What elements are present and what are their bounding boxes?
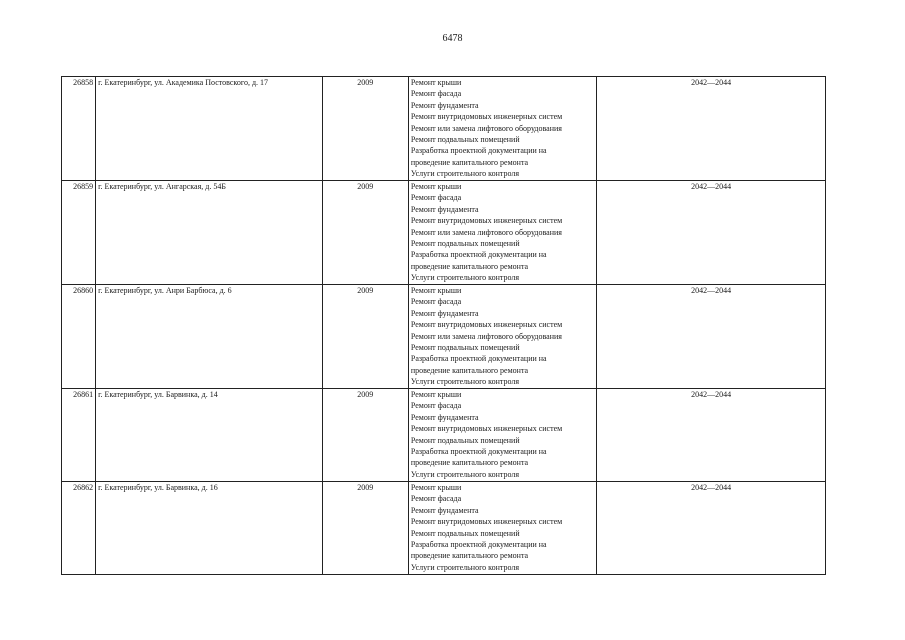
period-cell: 2042—2044 bbox=[597, 77, 826, 181]
work-item: Ремонт внутридомовых инженерных систем bbox=[410, 320, 563, 330]
work-item: Ремонт внутридомовых инженерных систем bbox=[410, 216, 563, 226]
year-cell: 2009 bbox=[322, 285, 408, 389]
period-cell: 2042—2044 bbox=[597, 482, 826, 575]
work-item: Услуги строительного контроля bbox=[410, 273, 520, 283]
work-item: Ремонт или замена лифтового оборудования bbox=[410, 331, 562, 341]
work-item: Ремонт фундамента bbox=[410, 308, 479, 318]
work-item: Услуги строительного контроля bbox=[410, 562, 520, 572]
work-item: Ремонт фундамента bbox=[410, 100, 479, 110]
work-item: Ремонт крыши bbox=[410, 390, 462, 399]
period-cell: 2042—2044 bbox=[597, 285, 826, 389]
work-item: Ремонт крыши bbox=[410, 286, 462, 295]
work-item: Ремонт фасада bbox=[410, 193, 462, 203]
table-row bbox=[62, 77, 826, 181]
address-cell: г. Екатеринбург, ул. Барвинка, д. 16 bbox=[96, 482, 323, 575]
work-item: Ремонт подвальных помещений bbox=[410, 528, 520, 538]
work-item: Разработка проектной документации на bbox=[410, 146, 547, 156]
work-item: Ремонт фундамента bbox=[410, 204, 479, 214]
work-item: Ремонт или замена лифтового оборудования bbox=[410, 227, 562, 237]
work-item: Ремонт или замена лифтового оборудования bbox=[410, 123, 562, 133]
works-cell bbox=[408, 181, 596, 285]
work-item: проведение капитального ремонта bbox=[410, 458, 529, 468]
work-item: Ремонт подвальных помещений bbox=[410, 342, 520, 352]
work-item: Ремонт подвальных помещений bbox=[410, 238, 520, 248]
record-number-cell: 26858 bbox=[62, 77, 96, 181]
work-item: Ремонт фасада bbox=[410, 401, 462, 411]
year-cell: 2009 bbox=[322, 482, 408, 575]
work-item: проведение капитального ремонта bbox=[410, 551, 529, 561]
works-cell bbox=[408, 389, 596, 482]
work-item: Ремонт крыши bbox=[410, 483, 462, 492]
work-item: Ремонт подвальных помещений bbox=[410, 435, 520, 445]
work-item: Ремонт фасада bbox=[410, 297, 462, 307]
address-cell: г. Екатеринбург, ул. Ангарская, д. 54Б bbox=[96, 181, 323, 285]
work-item: Ремонт фундамента bbox=[410, 412, 479, 422]
work-item: Ремонт фасада bbox=[410, 89, 462, 99]
period-cell: 2042—2044 bbox=[597, 181, 826, 285]
work-item: Разработка проектной документации на bbox=[410, 354, 547, 364]
work-item: проведение капитального ремонта bbox=[410, 157, 529, 167]
page-number: 6478 bbox=[442, 33, 463, 44]
table-row bbox=[62, 285, 826, 389]
work-item: Ремонт внутридомовых инженерных систем bbox=[410, 112, 563, 122]
work-item: Разработка проектной документации на bbox=[410, 250, 547, 260]
work-item: Разработка проектной документации на bbox=[410, 446, 547, 456]
record-number-cell: 26859 bbox=[62, 181, 96, 285]
work-item: Услуги строительного контроля bbox=[410, 469, 520, 479]
work-item: Разработка проектной документации на bbox=[410, 539, 547, 549]
works-cell bbox=[408, 482, 596, 575]
work-item: Ремонт внутридомовых инженерных систем bbox=[410, 517, 563, 527]
work-item: Ремонт крыши bbox=[410, 182, 462, 191]
address-cell: г. Екатеринбург, ул. Барвинка, д. 14 bbox=[96, 389, 323, 482]
works-cell bbox=[408, 285, 596, 389]
records-table-body bbox=[62, 77, 826, 575]
work-item: Ремонт крыши bbox=[410, 78, 462, 87]
work-item: проведение капитального ремонта bbox=[410, 261, 529, 271]
record-number-cell: 26861 bbox=[62, 389, 96, 482]
work-item: Услуги строительного контроля bbox=[410, 169, 520, 179]
period-cell: 2042—2044 bbox=[597, 389, 826, 482]
work-item: Ремонт внутридомовых инженерных систем bbox=[410, 424, 563, 434]
address-cell: г. Екатеринбург, ул. Академика Постовского, д. 17 bbox=[96, 77, 323, 181]
table-row bbox=[62, 482, 826, 575]
record-number-cell: 26862 bbox=[62, 482, 96, 575]
table-row bbox=[62, 389, 826, 482]
work-item: Ремонт фасада bbox=[410, 494, 462, 504]
works-cell bbox=[408, 77, 596, 181]
record-number-cell: 26860 bbox=[62, 285, 96, 389]
records-table bbox=[61, 76, 826, 575]
table-row bbox=[62, 181, 826, 285]
work-item: Ремонт подвальных помещений bbox=[410, 134, 520, 144]
year-cell: 2009 bbox=[322, 389, 408, 482]
work-item: Ремонт фундамента bbox=[410, 505, 479, 515]
work-item: проведение капитального ремонта bbox=[410, 365, 529, 375]
work-item: Услуги строительного контроля bbox=[410, 377, 520, 387]
year-cell: 2009 bbox=[322, 181, 408, 285]
year-cell: 2009 bbox=[322, 77, 408, 181]
address-cell: г. Екатеринбург, ул. Анри Барбюса, д. 6 bbox=[96, 285, 323, 389]
